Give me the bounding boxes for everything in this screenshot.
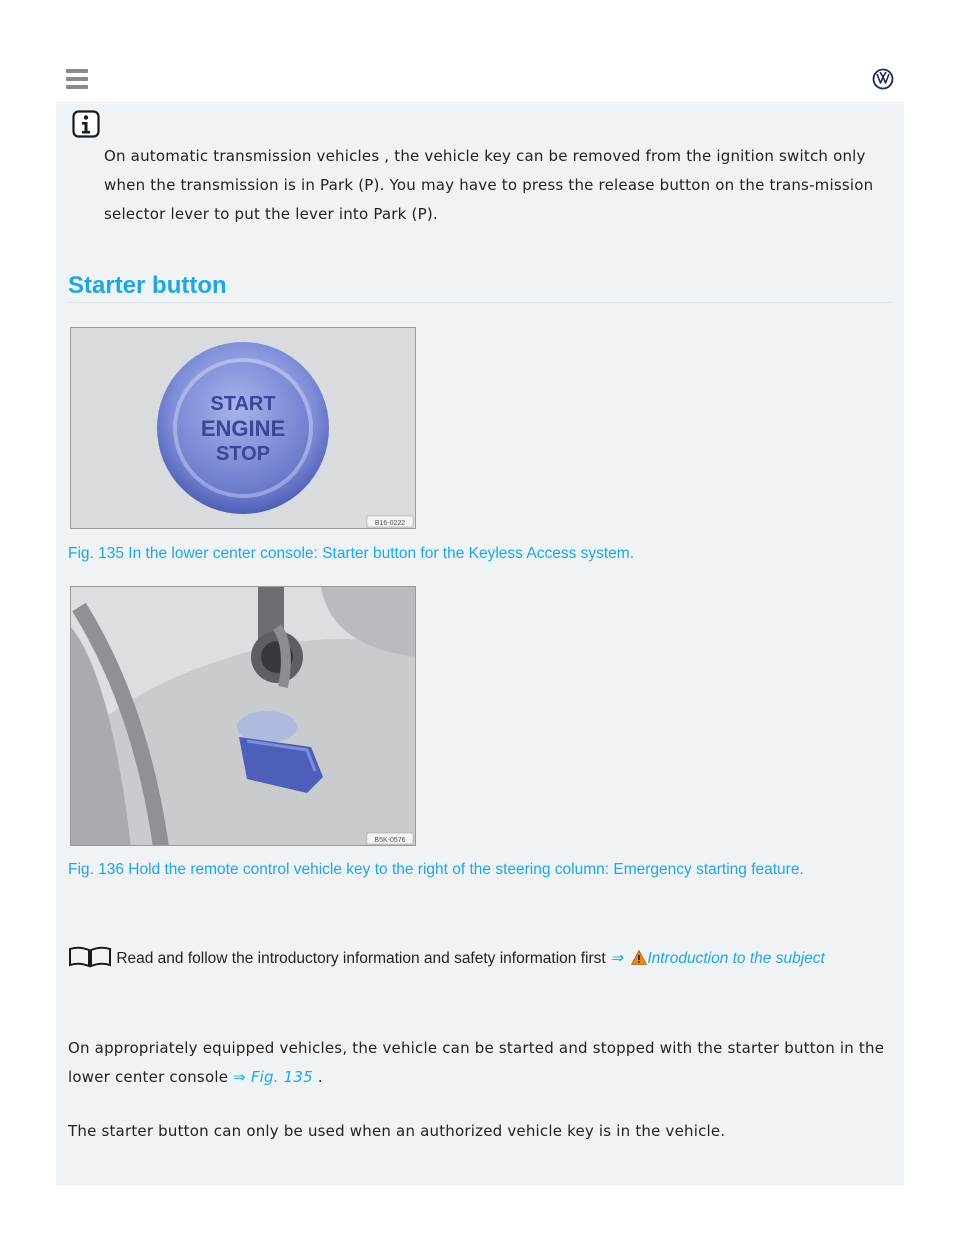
figure-code: B16-0222 <box>374 520 406 527</box>
figure-caption: Fig. 136 Hold the remote control vehicle key to the right of the steering column: Emergency starting feature. <box>68 861 804 878</box>
fig-135-link[interactable]: ⇒ Fig. 135 <box>233 1068 313 1086</box>
starter-paragraph-text: On appropriately equipped vehicles, the vehicle can be started and stopped with the starter button in the lower center console <box>68 1039 885 1086</box>
emergency-start-illustration <box>71 587 416 846</box>
readme-text: Read and follow the introductory information and safety information first <box>116 950 606 967</box>
vw-logo-icon[interactable] <box>872 68 894 90</box>
read-and-follow-note <box>68 946 894 972</box>
button-label-start: START <box>210 393 276 415</box>
starter-button-illustration <box>71 328 416 529</box>
button-label-engine: ENGINE <box>200 416 286 441</box>
top-bar <box>56 0 904 103</box>
introduction-link[interactable]: Introduction to the subject <box>647 950 825 967</box>
figure-starter-button <box>70 327 416 529</box>
button-label-stop: STOP <box>215 443 271 465</box>
info-icon <box>72 110 100 138</box>
authorized-key-paragraph: The starter button can only be used when an authorized vehicle key is in the vehicle. <box>68 1122 726 1140</box>
section-title: Starter button <box>68 272 227 299</box>
figure-emergency-start <box>70 586 416 846</box>
hamburger-menu-icon[interactable] <box>66 69 88 89</box>
manual-content <box>56 104 904 1185</box>
figure-code: B5K-0576 <box>374 837 406 844</box>
figure-caption: Fig. 135 In the lower center console: Starter button for the Keyless Access system. <box>68 545 635 562</box>
readme-arrow: ⇒ <box>610 950 623 967</box>
info-note-text: On automatic transmission vehicles , the vehicle key can be removed from the ignition switch only when the transmission is in Park (P). You may have to press the release button on the trans-mission selector lever to put the lever into Park (P). <box>104 147 874 223</box>
starter-paragraph-end: . <box>317 1068 323 1086</box>
starter-paragraph <box>68 1034 894 1092</box>
section-divider <box>68 302 892 303</box>
book-icon <box>68 946 112 968</box>
warning-triangle-icon <box>631 950 647 965</box>
